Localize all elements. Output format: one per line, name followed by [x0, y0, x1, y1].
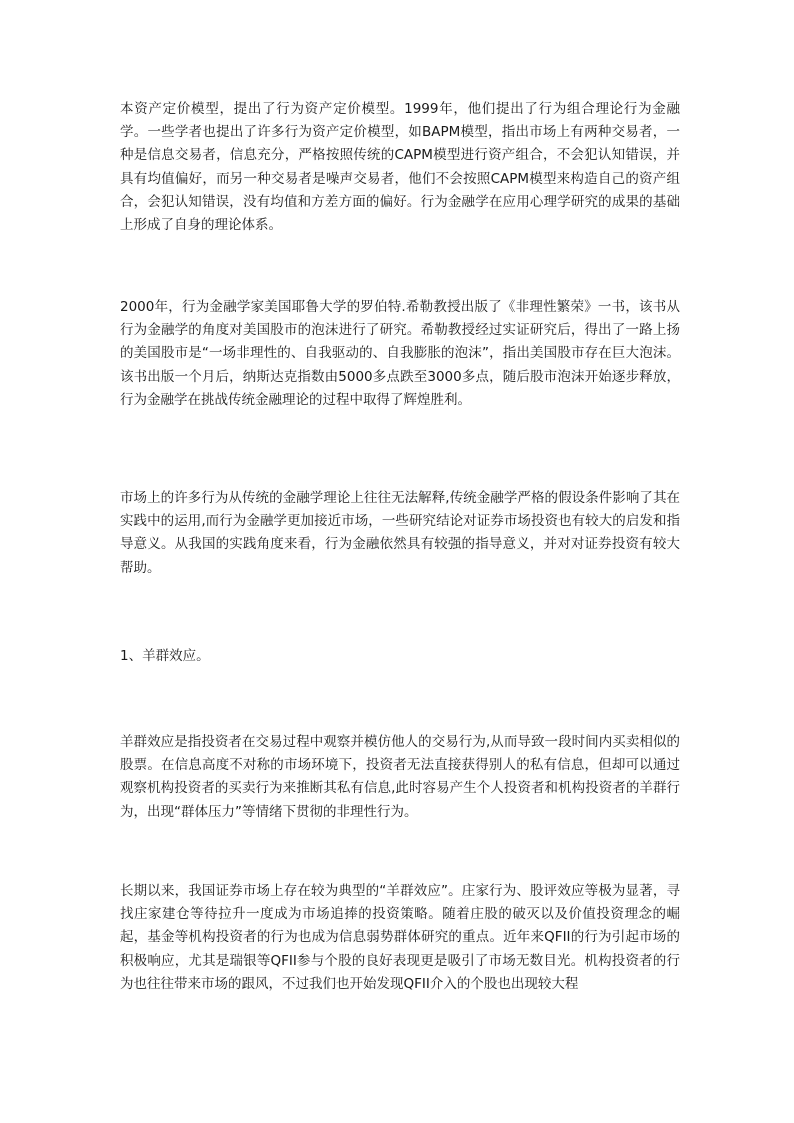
paragraph-herd-effect-china-market: 长期以来，我国证券市场上存在较为典型的“羊群效应”。庄家行为、股评效应等极为显著，寻找庄家建仓等待拉升一度成为市场追捧的投资策略。随着庄股的破灭以及价值投资理念的崛起，基金等机构投资者的行为也成为信息弱势群体研究的重点。近年来QFII的行为引起市场的积极响应，尤其是瑞银等QFII参与个股的良好表现更是吸引了市场无数目光。机构投资者的行为也往往带来市场的跟风，不过我们也开始发现QFII介入的个股也出现较大程	[120, 883, 680, 992]
section-heading-herd-effect: 1、羊群效应。	[120, 648, 210, 664]
paragraph-practical-significance: 市场上的许多行为从传统的金融学理论上往往无法解释,传统金融学严格的假设条件影响了其在实践中的运用,而行为金融学更加接近市场，一些研究结论对证券市场投资也有较大的启发和指导意义。从我国的实践角度来看，行为金融依然具有较强的指导意义，并对对证券投资有较大帮助。	[120, 490, 680, 576]
paragraph-behavioral-asset-pricing: 本资产定价模型，提出了行为资产定价模型。1999年，他们提出了行为组合理论行为金融学。一些学者也提出了许多行为资产定价模型，如BAPM模型，指出市场上有两种交易者，一种是信息交易者，信息充分，严格按照传统的CAPM模型进行资产组合，不会犯认知错误，并具有均值偏好，而另一种交易者是噪声交易者，他们不会按照CAPM模型来构造自己的资产组合，会犯认知错误，没有均值和方差方面的偏好。行为金融学在应用心理学研究的成果的基础上形成了自身的理论体系。	[120, 101, 680, 234]
paragraph-herd-effect-definition: 羊群效应是指投资者在交易过程中观察并模仿他人的交易行为,从而导致一段时间内买卖相似的股票。在信息高度不对称的市场环境下，投资者无法直接获得别人的私有信息，但却可以通过观察机构投资者的买卖行为来推断其私有信息,此时容易产生个人投资者和机构投资者的羊群行为，出现“群体压力”等情绪下贯彻的非理性行为。	[120, 734, 680, 820]
paragraph-irrational-exuberance: 2000年，行为金融学家美国耶鲁大学的罗伯特.希勒教授出版了《非理性繁荣》一书，该书从行为金融学的角度对美国股市的泡沫进行了研究。希勒教授经过实证研究后，得出了一路上扬的美国股市是“一场非理性的、自我驱动的、自我膨胀的泡沫”，指出美国股市存在巨大泡沫。该书出版一个月后，纳斯达克指数由5000多点跌至3000多点，随后股市泡沫开始逐步释放，行为金融学在挑战传统金融理论的过程中取得了辉煌胜利。	[120, 299, 680, 408]
